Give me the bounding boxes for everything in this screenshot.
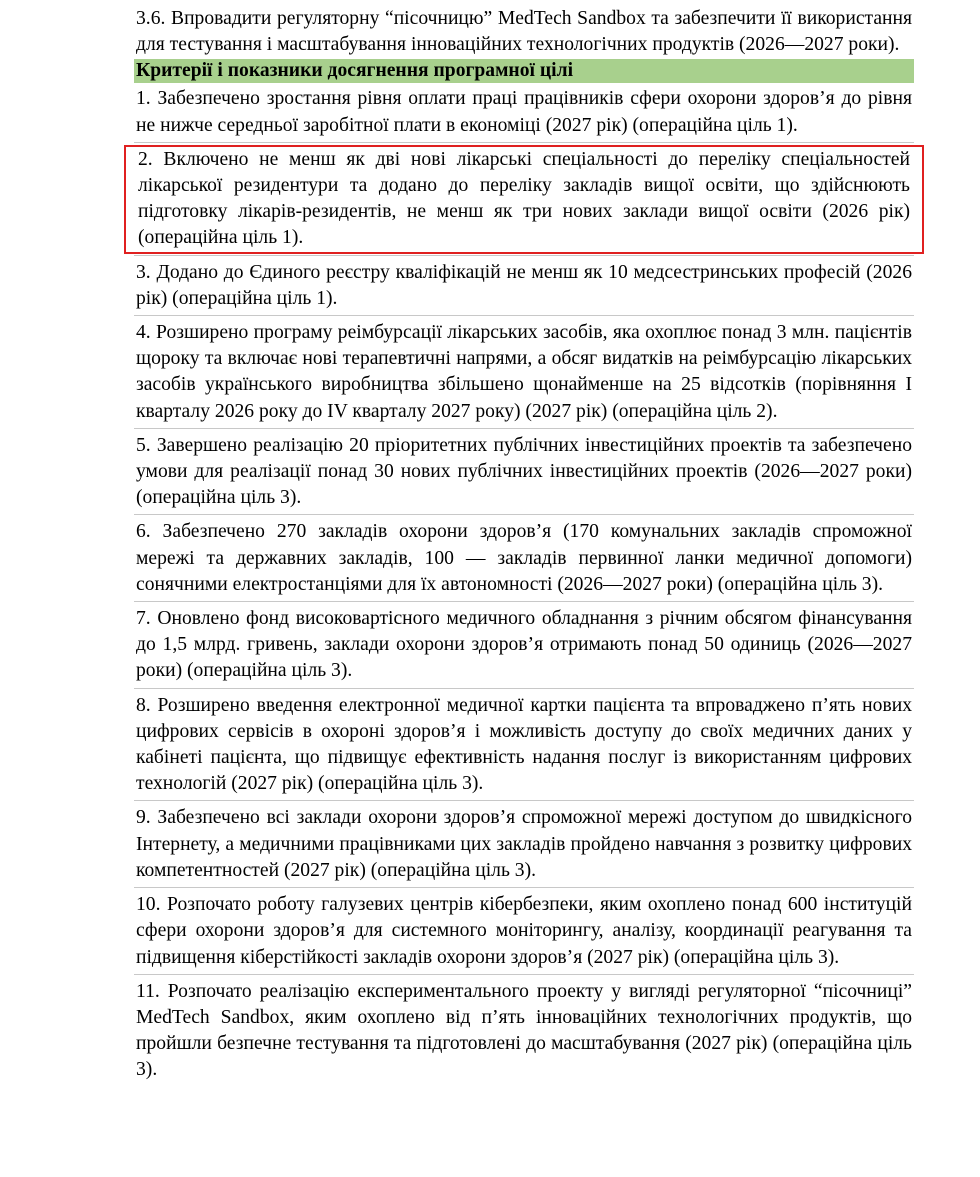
row-divider [134,315,914,316]
criterion-8: 8. Розширено введення електронної медичної картки пацієнта та впроваджено п’ять нових цифрових сервісів в охороні здоров’я і можливість доступу до своїх медичних даних у кабінеті пацієнта, що підвищує ефективність надання послуг із використанням цифрових технологій (2027 рік) (операційна ціль 3). [136,694,912,795]
row-divider [134,142,914,143]
section-heading: Критерії і показники досягнення програмної цілі [134,59,914,83]
criterion-4: 4. Розширено програму реімбурсації лікарських засобів, яка охоплює понад 3 млн. пацієнтів щороку та включає нові терапевтичні напрями, а обсяг видатків на реімбурсацію лікарських засобів українського виробництва збільшено щонайменше на 25 відсотків (порівняння I кварталу 2026 року до IV кварталу 2027 року) (2027 рік) (операційна ціль 2). [136,322,912,422]
highlighted-criterion-box [126,147,922,252]
criterion-11: 11. Розпочато реалізацію експериментального проекту у вигляді регуляторної “пісочниці” MedTech Sandbox, яким охоплено від п’ять інноваційних технологічних продуктів, що пройшли безпечне тестування та підготовлені до масштабування (2027 рік) (операційна ціль 3). [136,980,912,1081]
criterion-10: 10. Розпочато роботу галузевих центрів кібербезпеки, яким охоплено понад 600 інституцій сфери охорони здоров’я для системного моніторингу, аналізу, координації реагування та підвищення кіберстійкості закладів охорони здоров’я (2027 рік) (операційна ціль 3). [136,894,912,968]
document-page [134,6,914,1084]
criterion-2: 2. Включено не менш як дві нові лікарські спеціальності до переліку спеціальностей лікарської резидентури та додано до переліку закладів вищої освіти, що здійснюють підготовку лікарів-резидентів, не менш як три нових заклади вищої освіти (2026 рік) (операційна ціль 1). [138,148,910,249]
row-divider [134,514,914,515]
criterion-3: 3. Додано до Єдиного реєстру кваліфікацій не менш як 10 медсестринських професій (2026 рік) (операційна ціль 1). [136,261,912,309]
row-divider [134,974,914,975]
criterion-7: 7. Оновлено фонд високовартісного медичного обладнання з річним обсягом фінансування до 1,5 млрд. гривень, заклади охорони здоров’я отримають понад 50 одиниць (2026—2027 роки) (операційна ціль 3). [136,608,912,682]
row-divider [134,688,914,689]
row-divider [134,601,914,602]
row-divider [134,887,914,888]
criterion-5: 5. Завершено реалізацію 20 пріоритетних публічних інвестиційних проектів та забезпечено умови для реалізації понад 30 нових публічних інвестиційних проектів (2026—2027 роки) (операційна ціль 3). [136,434,912,509]
row-divider [134,428,914,429]
row-divider [134,255,914,256]
intro-paragraph: 3.6. Впровадити регуляторну “пісочницю” MedTech Sandbox та забезпечити її використання для тестування і масштабування інноваційних технологічних продуктів (2026—2027 роки). [136,8,912,56]
criterion-9: 9. Забезпечено всі заклади охорони здоров’я спроможної мережі доступом до швидкісного Інтернету, а медичними працівниками цих закладів пройдено навчання з розвитку цифрових компетентностей (2027 рік) (операційна ціль 3). [136,807,912,881]
criterion-6: 6. Забезпечено 270 закладів охорони здоров’я (170 комунальних закладів спроможної мережі та державних закладів, 100 — закладів первинної ланки медичної допомоги) сонячними електростанціями для їх автономності (2026—2027 роки) (операційна ціль 3). [136,521,912,595]
criterion-1: 1. Забезпечено зростання рівня оплати праці працівників сфери охорони здоров’я до рівня не нижче середньої заробітної плати в економіці (2027 рік) (операційна ціль 1). [136,88,912,136]
row-divider [134,800,914,801]
